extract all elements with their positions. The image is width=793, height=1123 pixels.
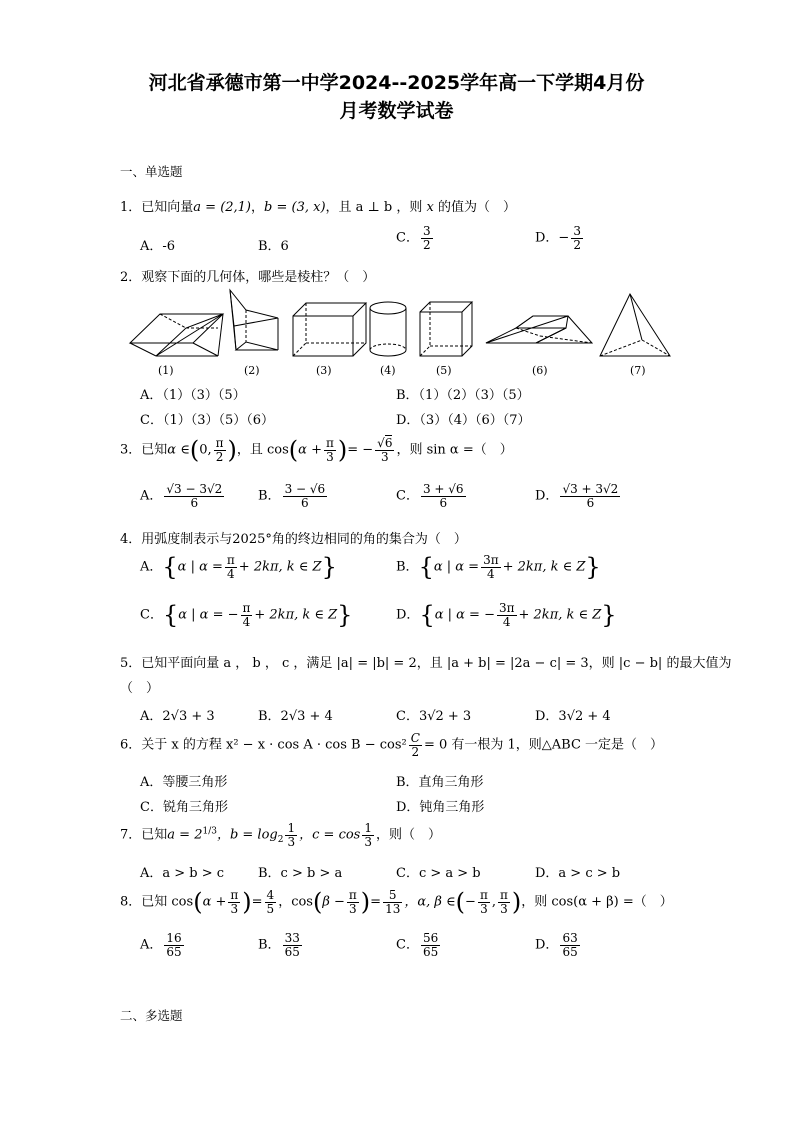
q6-option-a: A．等腰三角形 xyxy=(140,775,228,790)
q1-option-b: B．6 xyxy=(258,239,289,254)
question-6: 6．关于 x 的方程 x² − x · cos A · cos B − cos² $\frac{C}{2}$ = 0 有一根为 1，则△ABC 一定是（ ） xyxy=(120,731,664,759)
q5-option-c: C．3√2 + 3 xyxy=(396,709,472,724)
section-multiple-choice: 二、多选题 xyxy=(120,1008,183,1023)
figure-6-frustum xyxy=(486,316,592,343)
section-single-choice: 一、单选题 xyxy=(120,164,183,179)
figure-1-oblique-prism xyxy=(130,314,223,356)
q6-option-b: B．直角三角形 xyxy=(396,775,484,790)
figure-label-6: (6) xyxy=(532,364,548,377)
geometry-figures xyxy=(118,288,678,378)
figure-label-7: (7) xyxy=(630,364,646,377)
figure-2-triangular-prism xyxy=(230,290,278,350)
figure-label-4: (4) xyxy=(380,364,396,377)
page-title-line1: 河北省承德市第一中学2024--2025学年高一下学期4月份 xyxy=(148,72,645,94)
figure-4-cylinder xyxy=(370,302,406,356)
q3-option-c: C． $\frac{3 + √6}{6}$ xyxy=(396,482,464,510)
q3-option-b: B． $\frac{3 - √6}{6}$ xyxy=(258,482,326,510)
q5-option-a: A．2√3 + 3 xyxy=(140,709,215,724)
q1-option-c: C． $\frac{3}{2}$ xyxy=(396,224,431,252)
q1-vector-a: a = (2,1) xyxy=(193,200,252,215)
q1-variable: x xyxy=(426,200,434,215)
q1-condition: ，且 a ⊥ b ，则 xyxy=(325,200,423,215)
figure-label-1: (1) xyxy=(158,364,174,377)
q4-option-c: C．{α | α = − $\frac{\pi}{4}$ + 2kπ, k ∈ Z} xyxy=(140,600,353,629)
q7-option-d: D．a > c > b xyxy=(535,866,621,881)
figure-5-cube xyxy=(420,302,472,356)
q1-vector-b: b = (3, x) xyxy=(264,200,326,215)
q2-option-a: A．（1）（3）（5） xyxy=(140,388,246,403)
question-2: 2．观察下面的几何体，哪些是棱柱？（ ） xyxy=(120,270,376,285)
q8-option-c: C． $\frac{56}{65}$ xyxy=(396,931,439,959)
q3-option-d: D． $\frac{√3 + 3√2}{6}$ xyxy=(535,482,619,510)
q1-tail: 的值为（ ） xyxy=(437,200,516,215)
q6-option-d: D．钝角三角形 xyxy=(396,800,485,815)
q6-option-c: C．锐角三角形 xyxy=(140,800,228,815)
q3-option-a: A． $\frac{√3 - 3√2}{6}$ xyxy=(140,482,223,510)
question-5-line2: （ ） xyxy=(120,681,160,696)
q5-option-b: B．2√3 + 4 xyxy=(258,709,333,724)
question-4: 4．用弧度制表示与2025°角的终边相同的角的集合为（ ） xyxy=(120,532,467,547)
q1-option-d: D．− $\frac{3}{2}$ xyxy=(535,224,581,252)
question-3: 3．已知α ∈(0, $\frac{\pi}{2}$ )，且 cos(α + $\frac{\pi}{3}$ )= − $\frac{√6}{3}$ ，则 sin α =（ ） xyxy=(120,435,513,464)
q2-option-b: B．（1）（2）（3）（5） xyxy=(396,388,530,403)
q8-option-a: A． $\frac{16}{65}$ xyxy=(140,931,182,959)
q8-option-d: D． $\frac{63}{65}$ xyxy=(535,931,578,959)
page-title-line2: 月考数学试卷 xyxy=(339,100,454,122)
question-7: 7．已知$a = 2^{1/3}$，$b = \log_2$ $\frac{1}{3}$ ，c = cos $\frac{1}{3}$ ，则（ ） xyxy=(120,821,441,849)
q2-option-c: C．（1）（3）（5）（6） xyxy=(140,413,275,428)
q1-stem: 1．已知向量 xyxy=(120,200,194,215)
q5-option-d: D．3√2 + 4 xyxy=(535,709,611,724)
q4-option-d: D．{α | α = − $\frac{3\pi}{4}$ + 2kπ, k ∈ Z} xyxy=(396,600,617,629)
figure-7-pyramid xyxy=(600,294,670,356)
figure-label-5: (5) xyxy=(436,364,452,377)
question-8: 8．已知 cos(α + $\frac{\pi}{3}$ )= $\frac{4}{5}$ ，cos(β − $\frac{\pi}{3}$ )= $\frac{5}{13}$ ，α, β ∈(− $\frac{\pi}{3}$ , $\frac{\pi}{3}$ )，则 cos(α + β) =（ ） xyxy=(120,887,673,916)
figure-3-cuboid xyxy=(293,303,366,356)
q4-option-a: A．{α | α = $\frac{\pi}{4}$ + 2kπ, k ∈ Z} xyxy=(140,552,337,581)
q4-option-b: B．{α | α = $\frac{3\pi}{4}$ + 2kπ, k ∈ Z} xyxy=(396,552,601,581)
q8-option-b: B． $\frac{33}{65}$ xyxy=(258,931,300,959)
question-1: 1．已知向量a = (2,1)，b = (3, x)，且 a ⊥ b ，则 x 的值为（ ） xyxy=(120,200,516,215)
figure-label-3: (3) xyxy=(316,364,332,377)
q2-option-d: D．（3）（4）（6）（7） xyxy=(396,413,531,428)
q7-option-c: C．c > a > b xyxy=(396,866,481,881)
q1-option-a: A．-6 xyxy=(140,239,176,254)
q7-option-a: A．a > b > c xyxy=(140,866,225,881)
question-5: 5．已知平面向量 a ， b ， c ，满足 |a| = |b| = 2，且 |a + b| = |2a − c| = 3，则 |c − b| 的最大值为 xyxy=(120,656,732,671)
q7-option-b: B．c > b > a xyxy=(258,866,343,881)
figure-label-2: (2) xyxy=(244,364,260,377)
